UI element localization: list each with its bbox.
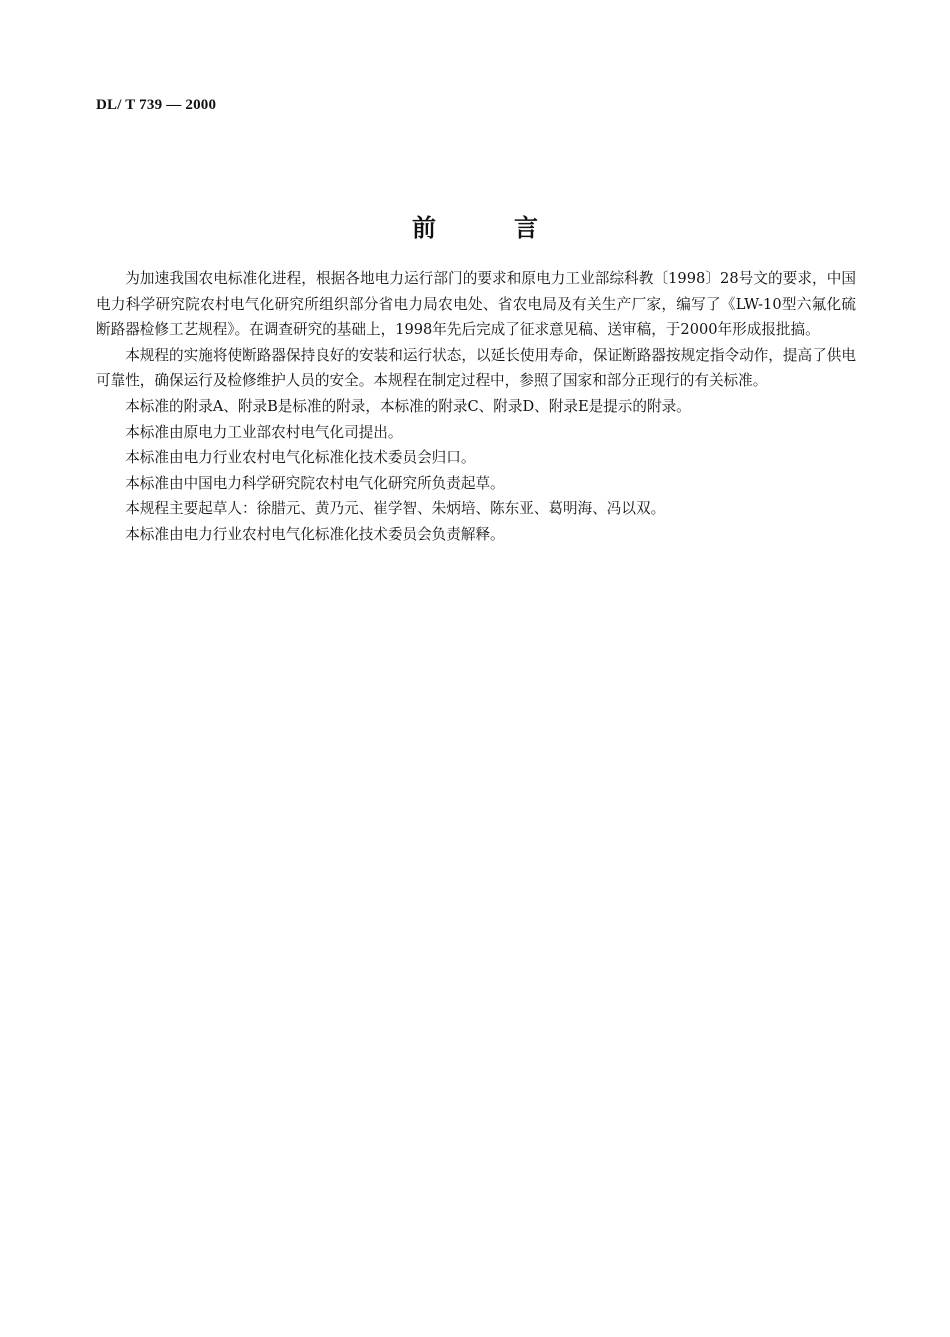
- document-code: DL/ T 739 — 2000: [96, 97, 217, 113]
- title-char-2: 言: [514, 214, 538, 242]
- title-char-1: 前: [412, 214, 436, 242]
- paragraph-proposer: 本标准由原电力工业部农村电气化司提出。: [125, 423, 403, 441]
- foreword-body: [96, 266, 856, 548]
- paragraph-appendices: 本标准的附录A、附录B是标准的附录，本标准的附录C、附录D、附录E是提示的附录。: [125, 397, 691, 415]
- paragraph-purpose: 本规程的实施将使断路器保持良好的安装和运行状态，以延长使用寿命，保证断路器按规定指令动作，提高了供电可靠性，确保运行及检修维护人员的安全。本规程在制定过程中，参照了国家和部分正现行的有关标准。: [96, 346, 856, 390]
- paragraph-background: 为加速我国农电标准化进程，根据各地电力运行部门的要求和原电力工业部综科教〔1998〕28号文的要求，中国电力科学研究院农村电气化研究所组织部分省电力局农电处、省农电局及有关生产厂家，编写了《LW-10型六氟化硫断路器检修工艺规程》。在调查研究的基础上，1998年先后完成了征求意见稿、送审稿，于2000年形成报批搞。: [96, 270, 856, 339]
- paragraph-administrator: 本标准由电力行业农村电气化标准化技术委员会归口。: [125, 449, 476, 467]
- page-title: [0, 208, 950, 243]
- paragraph-interpretation: 本标准由电力行业农村电气化标准化技术委员会负责解释。: [125, 525, 505, 543]
- paragraph-drafters: 本规程主要起草人：徐腊元、黄乃元、崔学智、朱炳培、陈东亚、葛明海、冯以双。: [125, 500, 666, 518]
- paragraph-drafting-unit: 本标准由中国电力科学研究院农村电气化研究所负责起草。: [125, 474, 505, 492]
